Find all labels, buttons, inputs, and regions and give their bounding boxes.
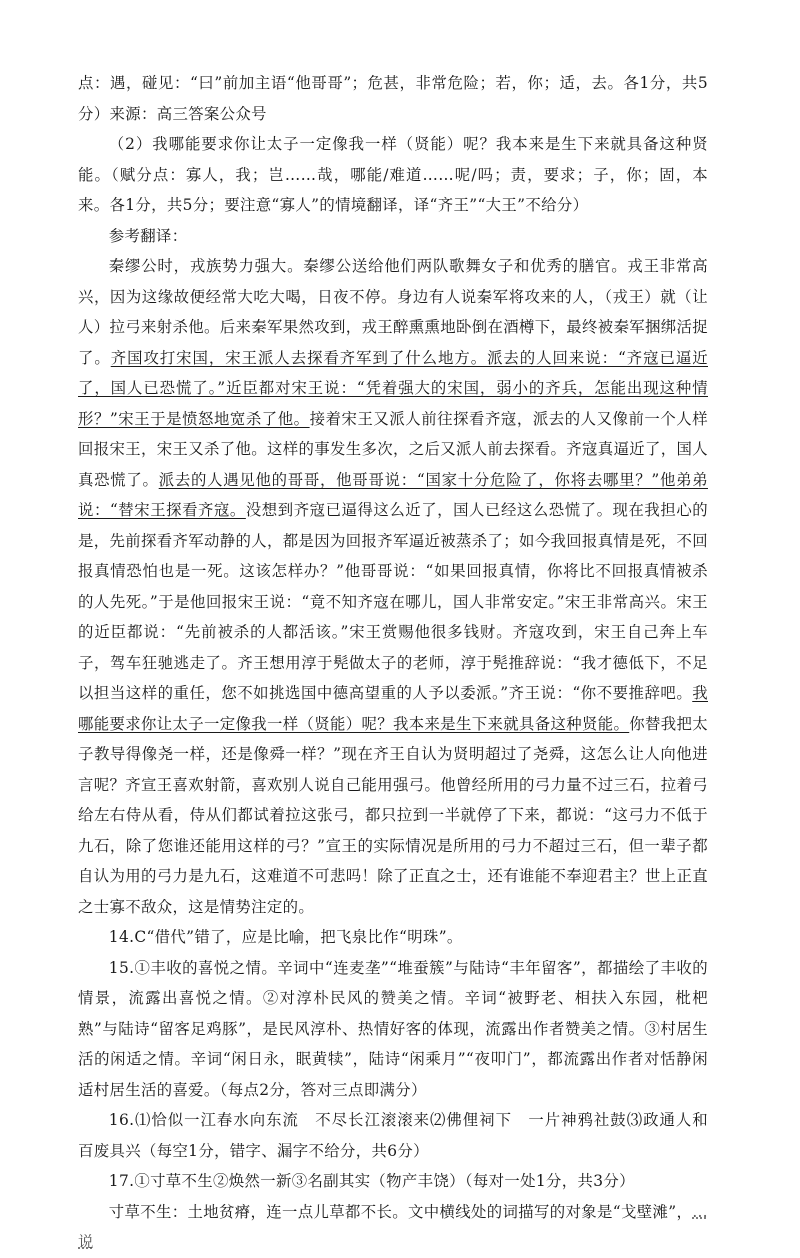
- q13-2-answer: （2）我哪能要求你让太子一定像我一样（贤能）呢？我本来是生下来就具备这种贤能。（赋分点：寡人，我；岂……哉，哪能/难道……呢/吗；责，要求；子，你；固，本来。各1分，共5分；要注意“寡人”的情境翻译，译“齐王”“大王”不给分）: [78, 135, 708, 214]
- reference-translation: 秦缪公时，戎族势力强大。秦缪公送给他们两队歌舞女子和优秀的膳官。戎王非常高兴，因为这缘故便经常大吃大喝，日夜不停。身边有人说秦军将攻来的人，（戎王）就（让人）拉弓来射杀他。后来秦军果然攻到，戎王醉熏熏地卧倒在酒樽下，最终被秦军捆绑活捉了。齐国攻打宋国，宋王派人去探看齐军到了什么地方。派去的人回来说：“齐寇已逼近了，国人已恐慌了。”近臣都对宋王说：“凭着强大的宋国，弱小的齐兵，怎能出现这种情形？”宋王于是愤怒地宽杀了他。接着宋王又派人前往探看齐寇，派去的人又像前一个人样回报宋王，宋王又杀了他。这样的事发生多次，之后又派人前去探看。齐寇真逼近了，国人真恐慌了。派去的人遇见他的哥哥，他哥哥说：“国家十分危险了，你将去哪里？”他弟弟说：“替宋王探看齐寇。没想到齐寇已逼得这么近了，国人已经这么恐慌了。现在我担心的是，先前探看齐军动静的人，都是因为回报齐军逼近被蒸杀了；如今我回报真情是死，不回报真情恐怕也是一死。这该怎样办？”他哥哥说：“如果回报真情，你将比不回报真情被杀的人先死。”于是他回报宋王说：“竟不知齐寇在哪儿，国人非常安定。”宋王非常高兴。宋王的近臣都说：“先前被杀的人都活该。”宋王赏赐他很多钱财。齐寇攻到，宋王自己奔上车子，驾车狂驰逃走了。齐王想用淳于髡做太子的老师，淳于髡推辞说：“我才德低下，不足以担当这样的重任，您不如挑选国中德高望重的人予以委派。”齐王说：“你不要推辞吧。我哪能要求你让太子一定像我一样（贤能）呢？我本来是生下来就具备这种贤能。你替我把太子教导得像尧一样，还是像舜一样？”现在齐王自认为贤明超过了尧舜，这怎么让人向他进言呢？齐宣王喜欢射箭，喜欢别人说自己能用强弓。他曾经所用的弓力量不过三石，拉着弓给左右侍从看，侍从们都试着拉这张弓，都只拉到一半就停了下来，都说：“这弓力不低于九石，除了您谁还能用这样的弓？”宣王的实际情况是所用的弓力不超过三石，但一辈子都自认为用的弓力是九石，这难道不可悲吗！除了正直之士，还有谁能不奉迎君主？世上正直之士寡不敌众，这是情势注定的。: [78, 257, 709, 916]
- q14-answer: 14.C“借代”错了，应是比喻，把飞泉比作“明珠”。: [108, 928, 463, 946]
- q13-1-ending: 点：遇，碰见：“曰”前加主语“他哥哥”；危甚，非常危险；若，你；适，去。各1分，共5分）来源：高三答案公众号: [78, 74, 708, 123]
- q16-answer: 16.⑴恰似一江春水向东流 不尽长江滚滚来⑵佛俚祠下 一片神鸦社鼓⑶政通人和 百废具兴（每空1分，错字、漏字不给分，共6分）: [78, 1111, 724, 1160]
- cut-off-text: …说: [78, 1202, 708, 1251]
- q17-explanation: 寸草不生：土地贫瘠，连一点儿草都不长。文中横线处的词描写的对象是“戈壁滩”，…说: [78, 1202, 708, 1251]
- answer-key-page: [78, 68, 724, 1251]
- source-note: 来源：高三答案公众号: [109, 104, 267, 123]
- q17-answer: 17.①寸草不生②焕然一新③名副其实（物产丰饶）（每对一处1分，共3分）: [108, 1172, 635, 1190]
- underlined-sentence-1: 齐国攻打宋国，宋王派人去探看齐军到了什么地方。派去的人回来说：“齐寇已逼近了，国人已恐慌了。”近臣都对宋王说：“凭着强大的宋国，弱小的齐兵，怎能出现这种情形？”宋王于是愤怒地宽杀了他。: [78, 348, 708, 428]
- q15-answer: 15.①丰收的喜悦之情。辛词中“连麦垄”“堆蚕簇”与陆诗“丰年留客”，都描绘了丰收的情景，流露出喜悦之情。②对淳朴民风的赞美之情。辛词“被野老、相扶入东园，枇杷熟”与陆诗“留客足鸡豚”，是民风淳朴、热情好客的体现，流露出作者赞美之情。③村居生活的闲适之情。辛词“闲日永，眠黄犊”，陆诗“闲乘月”“夜叩门”，都流露出作者对恬静闲适村居生活的喜爱。（每点2分，答对三点即满分）: [78, 958, 708, 1099]
- underlined-sentence-3: 我哪能要求你让太子一定像我一样（贤能）呢？我本来是生下来就具备这种贤能。: [78, 684, 708, 733]
- translation-heading: 参考翻译：: [108, 226, 188, 245]
- underlined-sentence-2: 派去的人遇见他的哥哥，他哥哥说：“国家十分危险了，你将去哪里？”他弟弟说：“替宋王探看齐寇。: [78, 470, 708, 519]
